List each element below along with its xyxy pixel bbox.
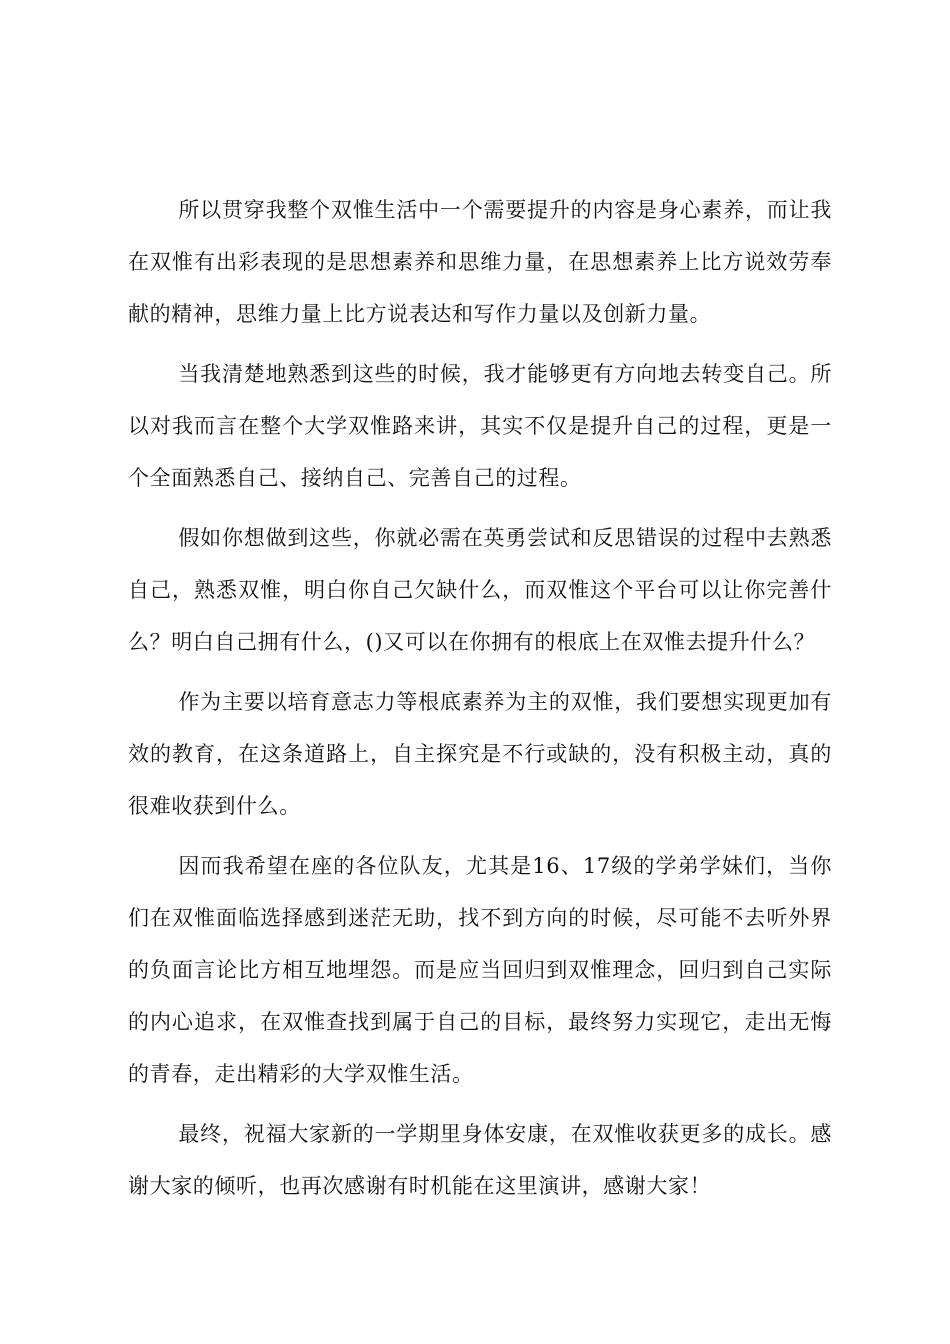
document-body — [128, 184, 832, 1220]
paragraph-5: 因而我希望在座的各位队友，尤其是16、17级的学弟学妹们，当你们在双惟面临选择感到迷茫无助，找不到方向的时候，尽可能不去听外界的负面言论比方相互地埋怨。而是应当回归到双惟理念，回归到自己实际的内心追求，在双惟查找到属于自己的目标，最终努力实现它，走出无悔的青春，走出精彩的大学双惟生活。 — [128, 854, 832, 1086]
paragraph-1: 所以贯穿我整个双惟生活中一个需要提升的内容是身心素养，而让我在双惟有出彩表现的是思想素养和思维力量，在思想素养上比方说效劳奉献的精神，思维力量上比方说表达和写作力量以及创新力量。 — [128, 198, 832, 326]
paragraph-4: 作为主要以培育意志力等根底素养为主的双惟，我们要想实现更加有效的教育，在这条道路上，自主探究是不行或缺的，没有积极主动，真的很难收获到什么。 — [128, 690, 832, 818]
paragraph-2: 当我清楚地熟悉到这些的时候，我才能够更有方向地去转变自己。所以对我而言在整个大学双惟路来讲，其实不仅是提升自己的过程，更是一个全面熟悉自己、接纳自己、完善自己的过程。 — [128, 362, 832, 490]
paragraph-6: 最终，祝福大家新的一学期里身体安康，在双惟收获更多的成长。感谢大家的倾听，也再次感谢有时机能在这里演讲，感谢大家！ — [128, 1122, 832, 1198]
paragraph-3: 假如你想做到这些，你就必需在英勇尝试和反思错误的过程中去熟悉自己，熟悉双惟，明白你自己欠缺什么，而双惟这个平台可以让你完善什么？明白自己拥有什么，()又可以在你拥有的根底上在双惟去提升什么？ — [128, 526, 832, 654]
